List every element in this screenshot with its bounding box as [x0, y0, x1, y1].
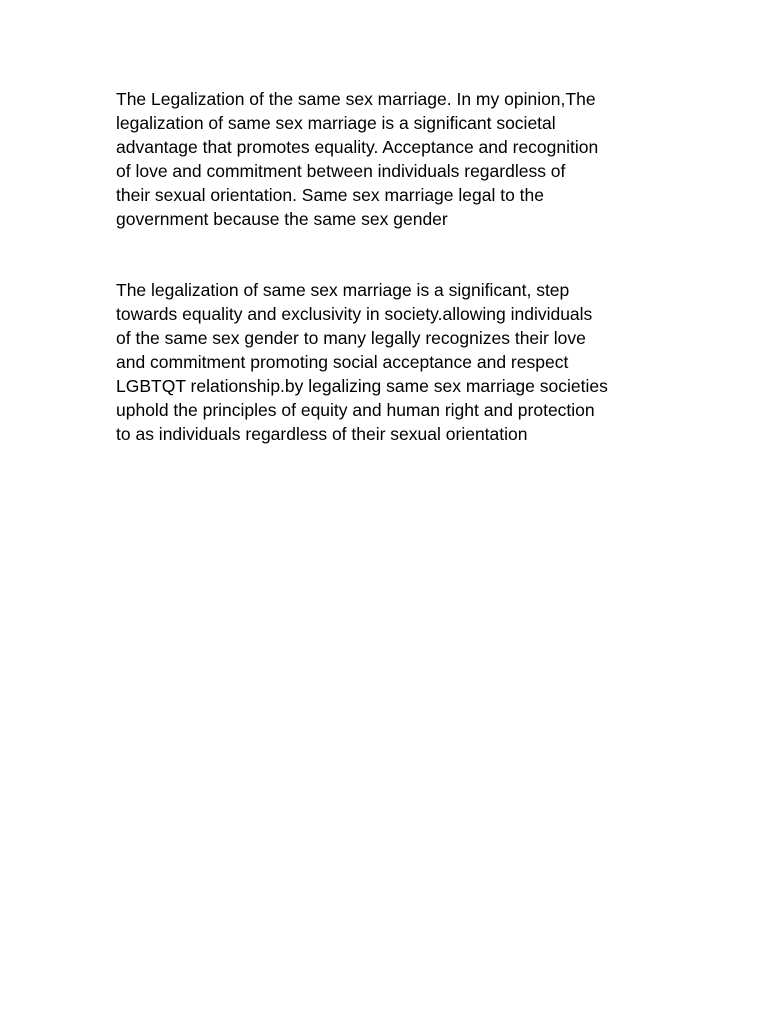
paragraph-line: legalization of same sex marriage is a significant societal	[116, 113, 556, 133]
paragraph-line: advantage that promotes equality. Acceptance and recognition	[116, 137, 599, 157]
paragraph-line: government because the same sex gender	[116, 209, 448, 229]
paragraph-line: LGBTQT relationship.by legalizing same sex marriage societies	[116, 376, 608, 396]
paragraph-line: and commitment promoting social acceptance and respect	[116, 352, 569, 372]
paragraph-line: uphold the principles of equity and human right and protection	[116, 400, 595, 420]
paragraph-line: to as individuals regardless of their sexual orientation	[116, 424, 528, 444]
paragraph-line: their sexual orientation. Same sex marriage legal to the	[116, 185, 545, 205]
paragraph-line: towards equality and exclusivity in society.allowing individuals	[116, 304, 593, 324]
paragraph-1	[116, 87, 656, 231]
paragraph-2	[116, 278, 656, 446]
paragraph-line: The legalization of same sex marriage is a significant, step	[116, 280, 570, 300]
paragraph-line: The Legalization of the same sex marriage. In my opinion,The	[116, 89, 596, 109]
paragraph-line: of love and commitment between individuals regardless of	[116, 161, 566, 181]
paragraph-line: of the same sex gender to many legally recognizes their love	[116, 328, 586, 348]
